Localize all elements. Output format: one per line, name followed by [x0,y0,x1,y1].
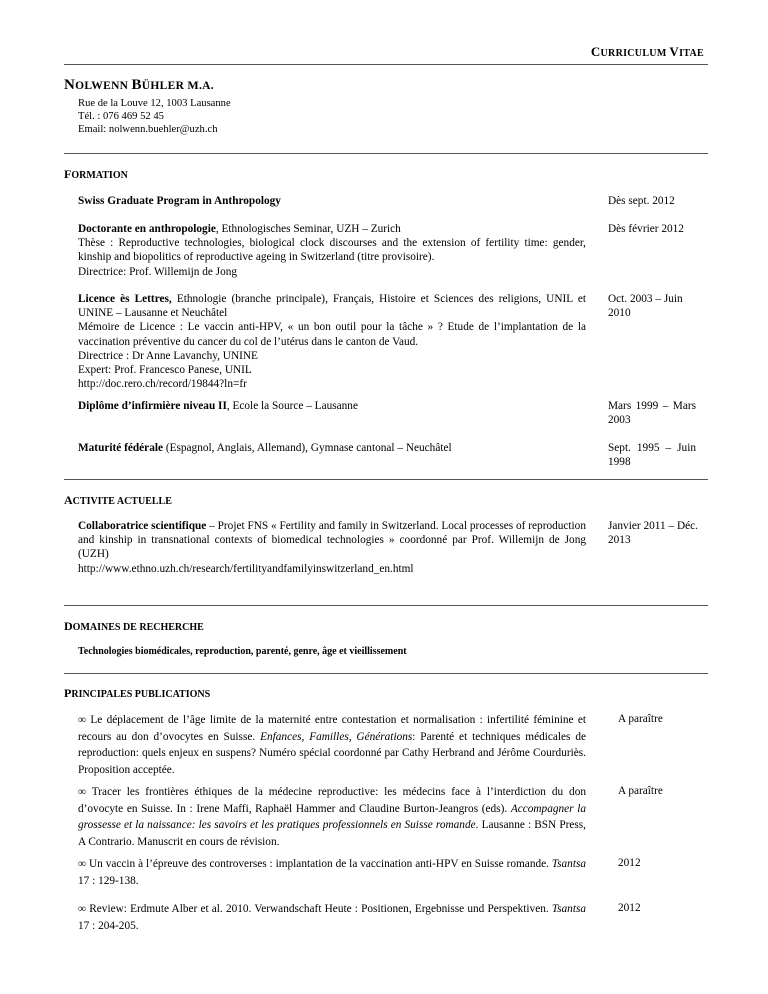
person-name: NOLWENN BÜHLER M.A. [64,77,214,93]
section-title-publications: PRINCIPALES PUBLICATIONS [64,686,211,700]
formation-entry: Maturité fédérale (Espagnol, Anglais, Allemand), Gymnase cantonal – Neuchâtel [78,442,452,454]
bullet-icon: ∞ [78,786,87,798]
publication-date: 2012 [618,857,641,869]
header-divider [64,64,708,65]
formation-entry: Swiss Graduate Program in Anthropology [78,195,281,207]
section-divider [64,673,708,674]
publication-item: ∞ Le déplacement de l’âge limite de la maternité entre contestation et normalisation : infertilité féminine et recours au don d’ovocytes en Suisse. Enfances, Familles, Générations: Parenté et techniques médicales de reproduction: quels enjeux en suspens? Numéro spécial coordonné par Cathy Herbrand and Jérôme Courduriès. Proposition acceptée. [78,714,586,776]
formation-date: Dès sept. 2012 [608,195,675,207]
section-divider [64,153,708,154]
publication-date: A paraître [618,785,663,797]
publication-item: ∞ Review: Erdmute Alber et al. 2010. Verwandschaft Heute : Positionen, Ergebnisse und Perspektiven. Tsantsa 17 : 204-205. [78,903,586,932]
publication-item: ∞ Tracer les frontières éthiques de la médecine reproductive: les médecins face à l’interdiction du don d’ovocyte en Suisse. In : Irene Maffi, Raphaël Hammer and Claudine Burton-Jeangros (eds). Accompagner la grossesse et la naissance: les savoirs et les pratiques professionnels en Suisse romande. Lausanne : BSN Press, A Contrario. Manuscrit en cours de révision. [78,786,586,848]
contact-phone: Tél. : 076 469 52 45 [78,111,164,122]
section-title-activite: ACTIVITE ACTUELLE [64,493,172,507]
activite-date: Janvier 2011 – Déc. 2013 [608,520,698,547]
activite-entry: Collaboratrice scientifique – Projet FNS « Fertility and family in Switzerland. Local processes of reproduction and kinship in transnational contexts of biomedical technologies » coordonné par Prof. Willemijn de Jong (UZH) http://www.ethno.uzh.ch/research/fertilityandfamilyinswitzerland_en.html [78,520,586,575]
bullet-icon: ∞ [78,858,87,870]
bullet-icon: ∞ [78,903,87,915]
publication-date: 2012 [618,902,641,914]
section-divider [64,479,708,480]
contact-block [78,97,231,136]
section-divider [64,605,708,606]
formation-entry: Licence ès Lettres, Ethnologie (branche principale), Français, Histoire et Sciences des religions, UNIL et UNINE – Lausanne et Neuchâtel Mémoire de Licence : Le vaccin anti-HPV, « un bon outil pour la tâche » ? Etude de l’implantation de la vaccination préventive du cancer du col de l’utérus dans le canton de Vaud. Directrice : Dr Anne Lavanchy, UNINE Expert: Prof. Francesco Panese, UNIL http://doc.rero.ch/record/19844?ln=fr [78,293,586,391]
activite-url: http://www.ethno.uzh.ch/research/fertilityandfamilyinswitzerland_en.html [78,562,414,575]
formation-entry: Diplôme d’infirmière niveau II, Ecole la Source – Lausanne [78,400,358,412]
bullet-icon: ∞ [78,714,87,726]
formation-entry: Doctorante en anthropologie, Ethnologisches Seminar, UZH – Zurich Thèse : Reproductive technologies, biological clock discourses and the extension of fertility time: gender, kinship and biopolitics of reproductive ageing in Switzerland (titre provisoire). Directrice: Prof. Willemijn de Jong [78,223,586,278]
section-title-formation: FORMATION [64,167,128,181]
research-domains: Technologies biomédicales, reproduction, parenté, genre, âge et vieillissement [78,646,407,657]
formation-date: Sept. 1995 – Juin 1998 [608,442,696,469]
contact-address: Rue de la Louve 12, 1003 Lausanne [78,98,231,109]
formation-date: Dès février 2012 [608,223,684,235]
formation-date: Oct. 2003 – Juin 2010 [608,293,683,320]
publication-item: ∞ Un vaccin à l’épreuve des controverses : implantation de la vaccination anti-HPV en Suisse romande. Tsantsa 17 : 129-138. [78,858,586,887]
document-title: CURRICULUM VITAE [590,44,704,59]
formation-date: Mars 1999 – Mars 2003 [608,400,696,427]
section-title-domaines: DOMAINES DE RECHERCHE [64,619,204,633]
publication-date: A paraître [618,713,663,725]
contact-email: Email: nolwenn.buehler@uzh.ch [78,124,218,135]
